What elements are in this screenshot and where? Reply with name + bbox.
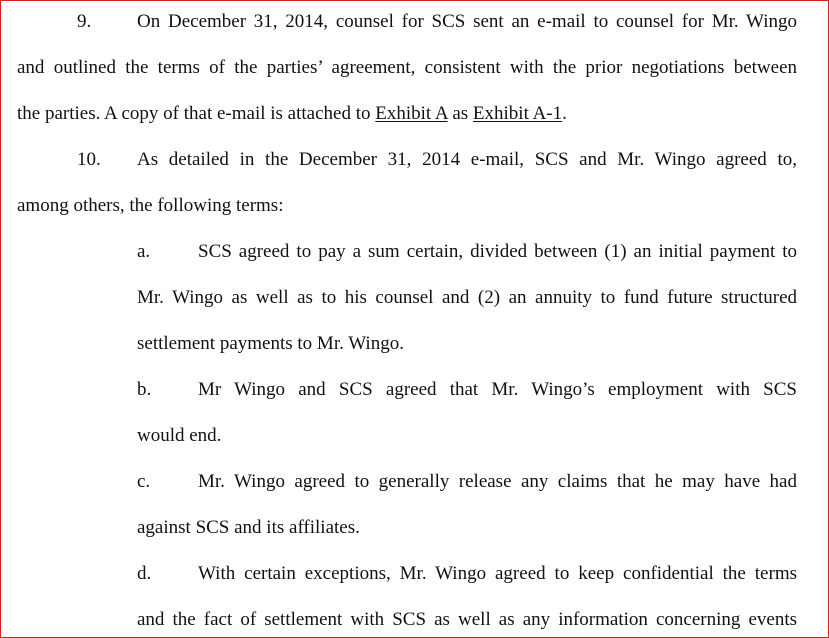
paragraph-line: As detailed in the December 31, 2014 e-mail, SCS and Mr. Wingo agreed to, <box>137 149 797 170</box>
list-item-line: against SCS and its affiliates. <box>137 517 360 538</box>
list-item-line: SCS agreed to pay a sum certain, divided between (1) an initial payment to <box>198 241 797 262</box>
paragraph-line: and outlined the terms of the parties’ agreement, consistent with the prior negotiations between <box>17 57 797 78</box>
list-item-letter: d. <box>137 563 152 584</box>
paragraph-number: 10. <box>77 149 101 170</box>
list-item-line: settlement payments to Mr. Wingo. <box>137 333 404 354</box>
list-item-letter: a. <box>137 241 151 262</box>
list-item-letter: c. <box>137 471 151 492</box>
paragraph-text: as <box>447 103 473 124</box>
list-item-line: would end. <box>137 425 222 446</box>
list-item-line: Mr. Wingo agreed to generally release any claims that he may have had <box>198 471 797 492</box>
list-item-line: and the fact of settlement with SCS as well as any information concerning events <box>137 609 797 630</box>
exhibit-a1-reference: Exhibit A-1 <box>472 103 563 124</box>
list-item-line: Mr Wingo and SCS agreed that Mr. Wingo’s employment with SCS <box>198 379 797 400</box>
paragraph-line: among others, the following terms: <box>17 195 284 216</box>
paragraph-text: . <box>562 103 567 124</box>
list-item-line: Mr. Wingo as well as to his counsel and (2) an annuity to fund future structured <box>137 287 797 308</box>
paragraph-text: the parties. A copy of that e-mail is attached to <box>17 103 376 124</box>
exhibit-a-reference: Exhibit A <box>375 103 448 124</box>
list-item-line: With certain exceptions, Mr. Wingo agreed to keep confidential the terms <box>198 563 797 584</box>
paragraph-line <box>17 102 567 126</box>
paragraph-line: On December 31, 2014, counsel for SCS sent an e-mail to counsel for Mr. Wingo <box>137 11 797 32</box>
list-item-letter: b. <box>137 379 152 400</box>
paragraph-number: 9. <box>77 11 92 32</box>
